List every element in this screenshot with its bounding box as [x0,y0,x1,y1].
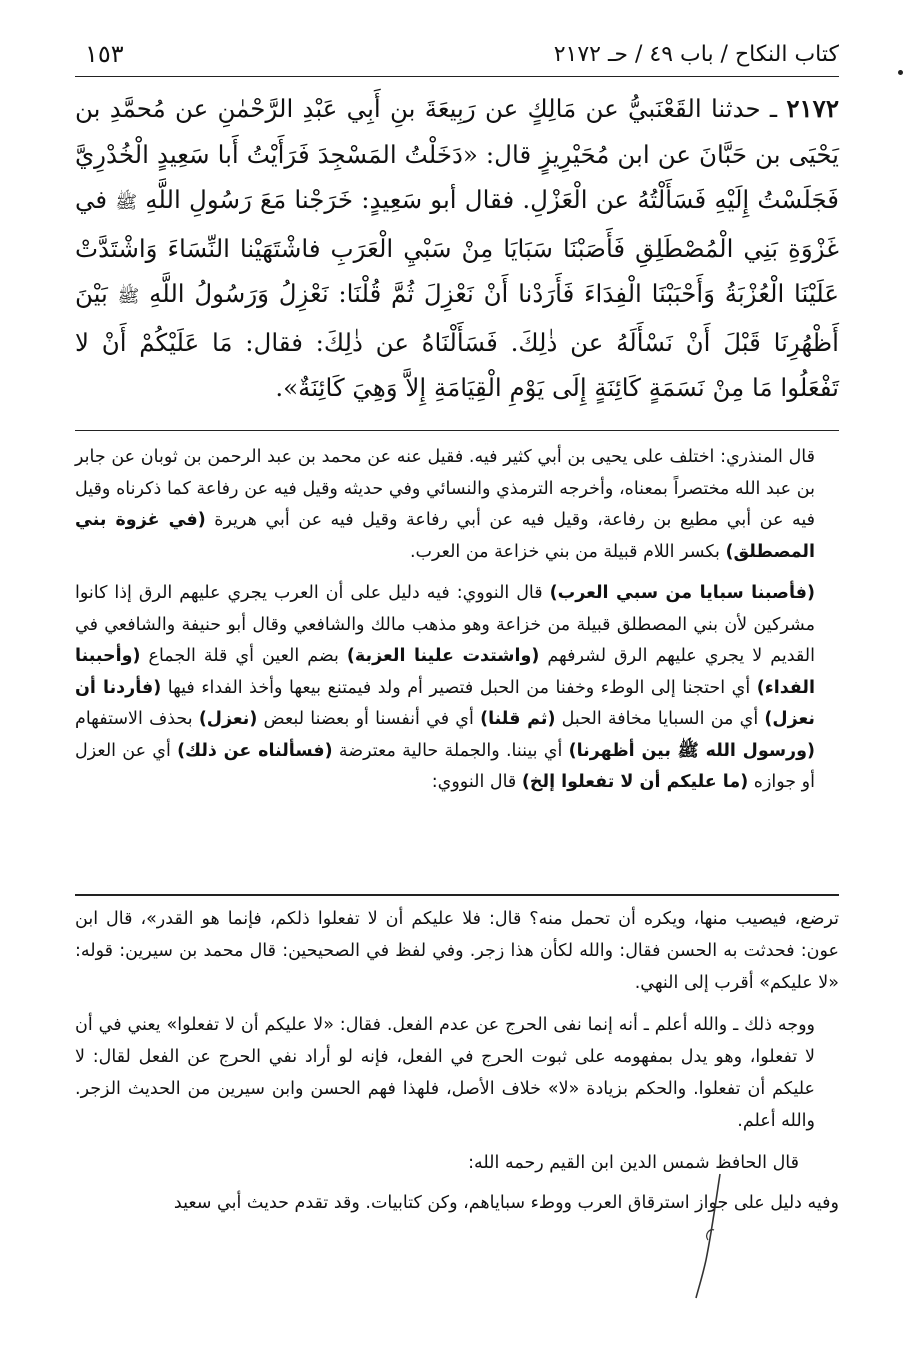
quoted-phrase: (ما عليكم أن لا تفعلوا إلخ) [521,772,749,792]
hadith-text-part-1: ـ حدثنا القَعْنَبيُّ عن مَالِكٍ عن رَبِيعَةَ بنِ أَبِي عَبْدِ الرَّحْمٰنِ عن مُحمَّدِ بن يَحْيَى بن حَبَّانَ عن ابن مُحَيْرِيزٍ قال: «دَخَلْتُ المَسْجِدَ فَرَأَيْتُ أَبا سَعِيدٍ الْخُدْرِيَّ فَجَلَسْتُ إِلَيْهِ فَسَأَلْتُهُ عن الْعَزْلِ. فقال أبو سَعِيدٍ: خَرَجْنا مَعَ رَسُولِ اللَّهِ [75,94,839,214]
quoted-phrase: (فسألناه عن ذلك) [177,740,333,761]
commentary-text: أي في أنفسنا أو بعضنا لبعض [263,709,474,729]
salutation-glyph: ﷺ [115,192,138,213]
hadith-text-part-2: في غَزْوَةِ بَنِي الْمُصْطَلِقِ فَأَصَبْنَا سَبَايَا مِنْ سَبْيِ الْعَرَبِ فاشْتَهَيْنا النِّسَاءَ وَاشْتَدَّتْ عَلَيْنَا الْعُزْبَةُ وَأَحْبَبْنَا الْفِدَاءَ فَأَرَدْنا أَنْ نَعْزِلَ ثُمَّ قُلْنَا: نَعْزِلُ وَرَسُولُ اللَّهِ [75,185,839,308]
hadith-text [75,86,839,411]
commentary-text: بحذف الاستفهام [75,709,193,729]
section-divider [75,430,839,431]
commentary-text: قال النووي: فيه دليل على أن العرب يجري عليهم الرق إذا كانوا مشركين لأن بني المصطلق قبيلة من خزاعة وهو مذهب مالك والشافعي وقال أبو حنيفة والشافعي في القديم لا يجري عليهم الرق لشرفهم [75,583,815,666]
quoted-phrase: (واشتدت علينا العزبة) [346,646,540,666]
running-title: كتاب النكاح / باب ٤٩ / حـ ٢١٧٢ [553,42,839,67]
quoted-phrase: (ثم قلنا) [480,709,556,729]
page-number: ١٥٣ [85,40,124,68]
mundhiri-commentary [75,442,839,799]
hadith-number: ٢١٧٢ [786,94,839,123]
commentary-text: قال النووي: [431,772,517,792]
commentary-paragraph: ووجه ذلك ـ والله أعلم ـ أنه إنما نفى الحرج عن عدم الفعل. فقال: «لا عليكم أن لا تفعلوا» يعني في أن لا تفعلوا، وهو يدل بمفهومه على ثبوت الحرج في الفعل، فإنه لو أراد نفي الحرج عن الفعل لقال: لا عليكم أن تفعلوا. والحكم بزيادة «لا» خلاف الأصل، فلهذا فهم الحسن وابن سيرين من الحديث الزجر. والله أعلم. [75,1015,815,1131]
commentary-paragraph [75,442,839,568]
hadith-text-part-3: بَيْنَ أَظْهُرِنَا قَبْلَ أَنْ نَسْأَلَهُ عن ذٰلِكَ. فَسَأَلْنَاهُ عن ذٰلِكَ: فقال: مَا عَلَيْكُمْ أَنْ لا تَفْعَلُوا مَا مِنْ نَسَمَةٍ كَائِنَةٍ إِلَى يَوْمِ الْقِيَامَةِ إِلاَّ وَهِيَ كَائِنَةٌ». [75,279,839,402]
quoted-phrase: (فأردنا أن نعزل) [75,677,815,729]
commentary-paragraph: ترضع، فيصيب منها، ويكره أن تحمل منه؟ قال: فلا عليكم أن لا تفعلوا ذلكم، فإنما هو القدر»، قال ابن عون: فحدثت به الحسن فقال: والله لكأن هذا زجر. وفي لفظ في الصحيحين: قال محمد بن سيرين: قوله: «لا عليكم» أقرب إلى النهي. [75,909,839,993]
section-heading: قال الحافظ شمس الدين ابن القيم رحمه الله: [468,1153,799,1173]
commentary-paragraph [75,578,839,799]
section-divider [75,894,839,896]
commentary-text: أي احتجنا إلى الوطء وخفنا من الحبل فتصير أم ولد فيمتنع بيعها وأخذ الفداء فيها [167,677,751,698]
commentary-text: بكسر اللام قبيلة من بني خزاعة من العرب. [409,541,720,562]
salutation-glyph: ﷺ [117,286,140,307]
commentary-text: أي من السبايا مخافة الحبل [561,709,759,729]
commentary-text: قال المنذري: اختلف على يحيى بن أبي كثير فيه. فقيل عنه عن محمد بن عبد الرحمن بن ثوبان عن جابر بن عبد الله مختصراً بمعناه، وأخرجه الترمذي والنسائي وفي حديثه وقيل فيه عن رفاعة كما ذكرناه وقيل فيه عن أبي مطيع بن رفاعة، وقيل فيه عن أبي رفاعة وقيل فيه عن أبي هريرة [75,447,815,530]
quoted-phrase: (في غزوة بني المصطلق) [75,510,815,562]
quoted-phrase: (نعزل) [198,709,258,729]
handwritten-mark [690,1170,730,1300]
commentary-text: أي عن العزل أو جوازه [75,740,815,792]
quoted-phrase: (ورسول الله ﷺ بين أظهرنا) [568,740,815,761]
commentary-text: أي بيننا. والجملة حالية معترضة [338,740,563,761]
ink-dot [898,70,903,75]
quoted-phrase: (وأحببنا الفداء) [75,646,815,698]
page-header [75,36,839,77]
quoted-phrase: (فأصبنا سبايا من سبي العرب) [549,583,815,603]
commentary-text: بضم العين أي قلة الجماع [148,646,339,666]
commentary-paragraph: وفيه دليل على جواز استرقاق العرب ووطء سباياهم، وكن كتابيات. وقد تقدم حديث أبي سعيد [173,1193,839,1213]
